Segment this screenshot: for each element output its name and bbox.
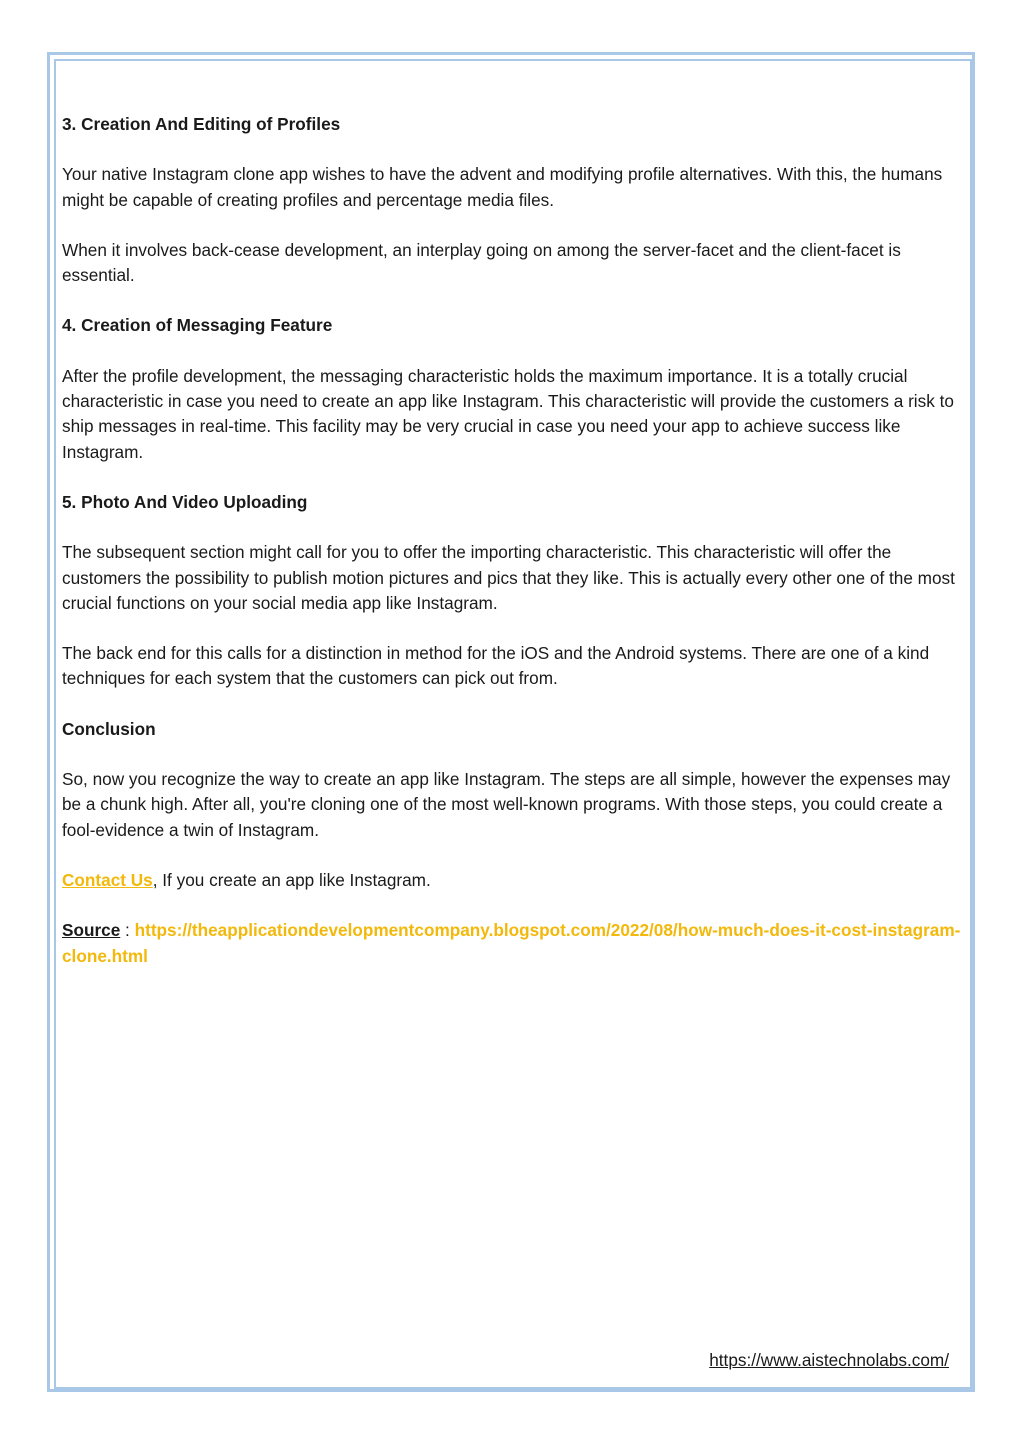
section-profiles xyxy=(62,112,962,288)
section-messaging xyxy=(62,313,962,464)
paragraph: Your native Instagram clone app wishes to have the advent and modifying profile alternatives. With this, the humans might be capable of creating profiles and percentage media files. xyxy=(62,164,943,210)
paragraph: The subsequent section might call for you to offer the importing characteristic. This characteristic will offer the customers the possibility to publish motion pictures and pics that they like. This is actually every other one of the most crucial functions on your social media app like Instagram. xyxy=(62,542,955,613)
paragraph: After the profile development, the messaging characteristic holds the maximum importance. It is a totally crucial characteristic in case you need to create an app like Instagram. This characteristic will provide the customers a risk to ship messages in real-time. This facility may be very crucial in case you need your app to achieve success like Instagram. xyxy=(62,365,954,462)
source-separator: : xyxy=(120,920,135,941)
section-uploading xyxy=(62,490,962,692)
source-url-link[interactable]: https://theapplicationdevelopmentcompany.blogspot.com/2022/08/how-much-does-it-cost-instagram-clone.html xyxy=(62,920,961,966)
footer-website-link[interactable]: https://www.aistechnolabs.com/ xyxy=(709,1350,949,1370)
section-heading: Conclusion xyxy=(62,718,156,739)
section-heading: 5. Photo And Video Uploading xyxy=(62,491,308,512)
section-conclusion xyxy=(62,717,962,843)
document-body xyxy=(62,112,962,994)
paragraph: So, now you recognize the way to create an app like Instagram. The steps are all simple, however the expenses may be a chunk high. After all, you're cloning one of the most well-known programs. With those steps, you could create a fool-evidence a twin of Instagram. xyxy=(62,769,951,840)
contact-line xyxy=(62,868,962,893)
contact-us-link[interactable]: Contact Us xyxy=(62,869,153,890)
contact-trailing-text: , If you create an app like Instagram. xyxy=(152,869,431,890)
section-heading: 3. Creation And Editing of Profiles xyxy=(62,114,341,134)
paragraph: When it involves back-cease development, an interplay going on among the server-facet and the client-facet is essential. xyxy=(62,239,901,286)
paragraph: The back end for this calls for a distinction in method for the iOS and the Android systems. There are one of a kind techniques for each system that the customers can pick out from. xyxy=(62,643,930,689)
source-label: Source xyxy=(62,920,121,941)
section-heading: 4. Creation of Messaging Feature xyxy=(62,315,333,336)
source-line xyxy=(62,918,962,969)
